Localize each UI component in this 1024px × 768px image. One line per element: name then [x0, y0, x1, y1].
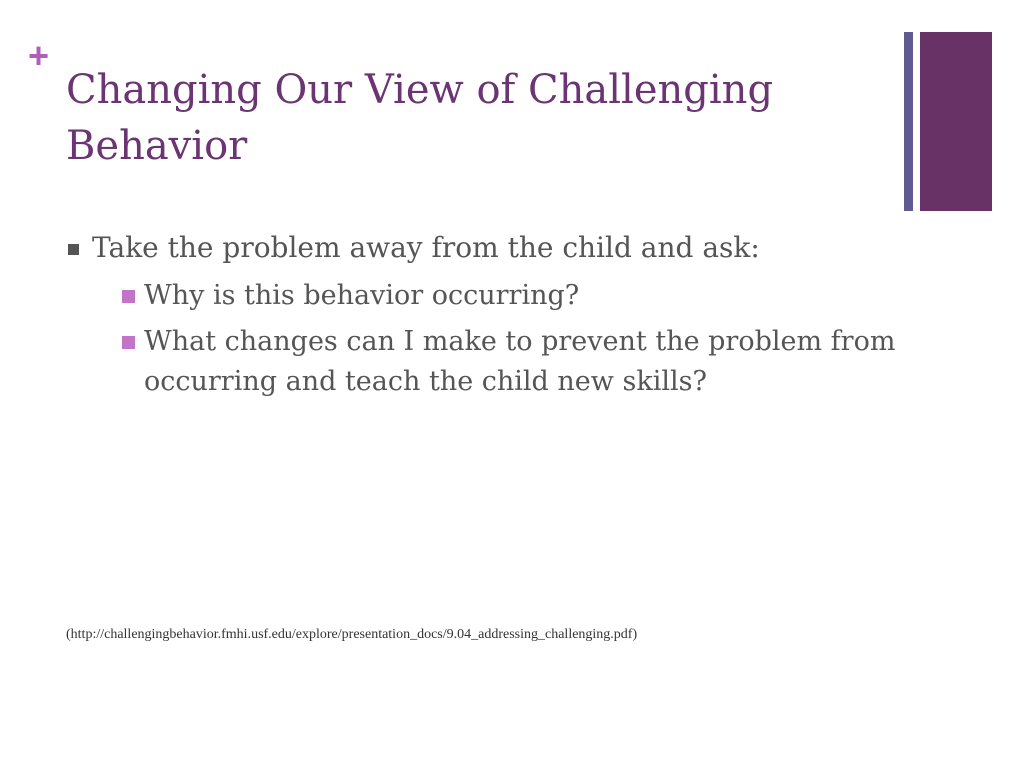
decorative-bar-thick	[920, 32, 992, 211]
plus-icon: +	[28, 35, 50, 76]
bullet-list	[66, 226, 906, 402]
bullet-text: Take the problem away from the child and ask:	[92, 231, 760, 264]
square-bullet-icon	[68, 244, 79, 255]
decorative-bar-thin	[904, 32, 913, 211]
source-citation: (http://challengingbehavior.fmhi.usf.edu/explore/presentation_docs/9.04_addressing_challenging.pdf)	[66, 627, 638, 642]
sub-bullet-item	[118, 276, 906, 316]
sub-bullet-list	[92, 276, 906, 402]
sub-bullet-item	[118, 322, 906, 402]
slide-title: Changing Our View of Challenging Behavior	[66, 67, 774, 169]
sub-bullet-text: What changes can I make to prevent the problem from occurring and teach the child new skills?	[144, 326, 896, 397]
bullet-item	[66, 226, 906, 402]
square-bullet-icon	[122, 336, 135, 349]
sub-bullet-text: Why is this behavior occurring?	[144, 280, 580, 311]
square-bullet-icon	[122, 290, 135, 303]
